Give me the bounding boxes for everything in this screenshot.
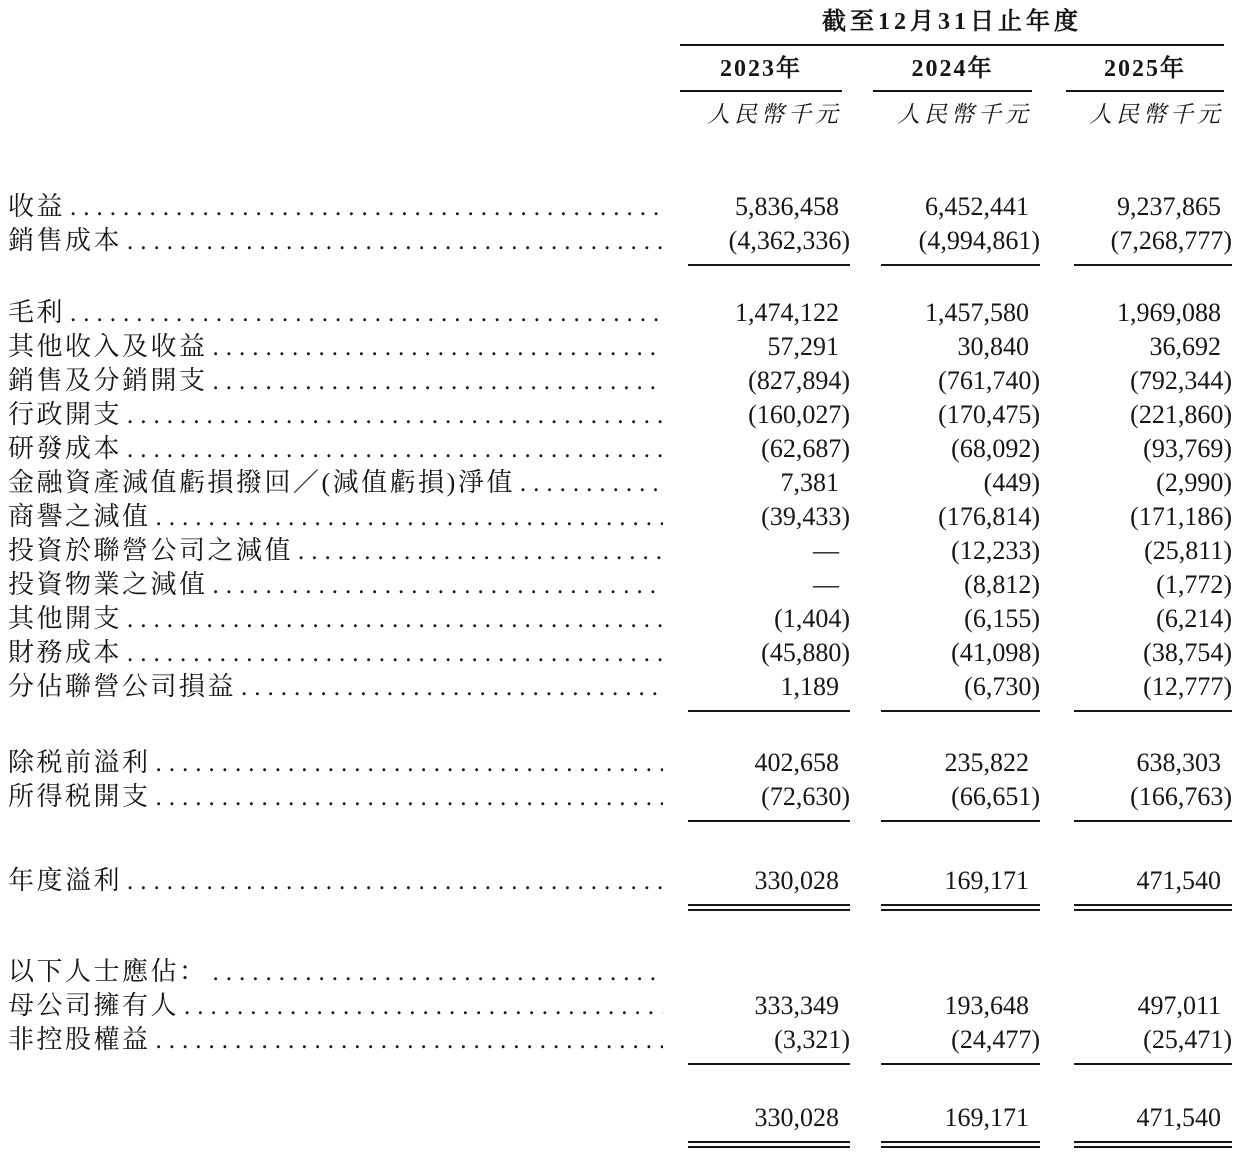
row-label-cell — [8, 330, 663, 364]
rule-label-spacer — [8, 904, 688, 911]
value-cell: (8,812) — [964, 570, 1040, 599]
value-cell: (93,769) — [1143, 434, 1232, 463]
dot-leader — [122, 637, 663, 670]
value-cell: (66,651) — [951, 782, 1040, 811]
rule-label-spacer — [8, 1141, 688, 1148]
row-label: 財務成本 — [8, 638, 123, 667]
table-row — [8, 432, 1242, 466]
table-row — [8, 466, 1242, 500]
row-label-cell — [8, 1023, 663, 1057]
value-cell: (68,092) — [951, 434, 1040, 463]
value-cell: (62,687) — [761, 434, 850, 463]
dot-leader — [122, 433, 663, 466]
section-gap — [8, 266, 1242, 296]
row-label: 除税前溢利 — [8, 748, 151, 777]
dot-leader — [208, 365, 663, 398]
row-label: 其他開支 — [8, 604, 123, 633]
table-row — [8, 568, 1242, 602]
value-cell: 497,011 — [1137, 991, 1221, 1020]
unit-label-2023: 人民幣千元 — [707, 102, 842, 127]
table-header — [680, 6, 1224, 130]
row-label-cell — [8, 398, 663, 432]
value-cell: (4,362,336) — [728, 226, 850, 255]
value-cell: (24,477) — [951, 1025, 1040, 1054]
value-cell: (1,404) — [774, 604, 850, 633]
value-cell: (2,990) — [1156, 468, 1232, 497]
value-cell: 1,189 — [780, 672, 839, 701]
value-cell: 169,171 — [944, 866, 1029, 895]
table-row — [8, 190, 1242, 224]
row-label: 毛利 — [8, 298, 66, 327]
value-cell: (761,740) — [938, 366, 1040, 395]
table-row — [8, 670, 1242, 704]
dot-leader — [122, 603, 663, 636]
row-label: 商譽之減值 — [8, 502, 151, 531]
table-row — [8, 955, 1242, 989]
year-header-2023: 2023年 — [680, 46, 842, 92]
value-cell: 471,540 — [1136, 866, 1221, 895]
value-cell: — — [813, 536, 839, 565]
dot-leader — [122, 865, 663, 898]
value-cell: (171,186) — [1130, 502, 1232, 531]
row-label-cell — [8, 780, 663, 814]
value-cell: (25,471) — [1143, 1025, 1232, 1054]
column-single-rule — [881, 710, 1040, 712]
value-cell: (3,321) — [774, 1025, 850, 1054]
column-single-rule — [1074, 820, 1232, 822]
table-row — [8, 330, 1242, 364]
row-label: 母公司擁有人 — [8, 991, 180, 1020]
row-label: 銷售及分銷開支 — [8, 366, 208, 395]
table-row — [8, 398, 1242, 432]
value-cell: 9,237,865 — [1117, 192, 1221, 221]
value-cell: (12,777) — [1143, 672, 1232, 701]
column-single-rule — [688, 820, 850, 822]
table-row — [8, 746, 1242, 780]
value-cell: 6,452,441 — [925, 192, 1029, 221]
row-label-cell — [8, 432, 663, 466]
section-gap — [8, 712, 1242, 746]
rule-label-spacer — [8, 820, 688, 822]
value-cell: (1,772) — [1156, 570, 1232, 599]
row-label: 投資物業之減值 — [8, 570, 208, 599]
table-row — [8, 364, 1242, 398]
column-single-rule — [881, 264, 1040, 266]
row-label: 研發成本 — [8, 434, 123, 463]
dot-leader — [236, 671, 663, 704]
row-label: 收益 — [8, 192, 66, 221]
value-cell: 36,692 — [1149, 332, 1221, 361]
rule-row — [8, 904, 1242, 911]
rule-row — [8, 1141, 1242, 1148]
value-cell: (7,268,777) — [1110, 226, 1232, 255]
value-cell: 57,291 — [767, 332, 839, 361]
section-gap — [8, 911, 1242, 955]
column-double-rule — [688, 904, 850, 911]
value-cell: (45,880) — [761, 638, 850, 667]
dot-leader — [122, 225, 663, 258]
table-row — [8, 224, 1242, 258]
column-double-rule — [1074, 1141, 1232, 1148]
column-single-rule — [1074, 264, 1232, 266]
year-header-2025: 2025年 — [1066, 46, 1224, 92]
value-cell: 333,349 — [754, 991, 839, 1020]
value-cell — [850, 955, 1040, 989]
value-cell: (12,233) — [951, 536, 1040, 565]
row-label-cell — [8, 864, 663, 898]
column-double-rule — [1074, 904, 1232, 911]
column-single-rule — [881, 820, 1040, 822]
value-cell — [663, 955, 850, 989]
value-cell: 330,028 — [754, 866, 839, 895]
value-cell: 471,540 — [1136, 1103, 1221, 1132]
rule-label-spacer — [8, 710, 688, 712]
rule-label-spacer — [8, 264, 688, 266]
value-cell: 1,457,580 — [925, 298, 1029, 327]
table-row — [8, 780, 1242, 814]
section-gap — [8, 1065, 1242, 1101]
dot-leader — [208, 331, 663, 364]
row-label-cell — [8, 500, 663, 534]
dot-leader — [151, 501, 663, 534]
value-cell: (72,630) — [761, 782, 850, 811]
unit-label-2025: 人民幣千元 — [1089, 102, 1224, 127]
value-cell: 638,303 — [1136, 748, 1221, 777]
row-label: 投資於聯營公司之減值 — [8, 536, 294, 565]
row-label-cell — [8, 224, 663, 258]
table-row — [8, 534, 1242, 568]
value-cell: (449) — [983, 468, 1040, 497]
row-label-cell — [8, 989, 663, 1023]
value-cell: (6,155) — [964, 604, 1040, 633]
value-cell: (25,811) — [1144, 536, 1232, 565]
row-label: 年度溢利 — [8, 866, 123, 895]
value-cell: 193,648 — [944, 991, 1029, 1020]
column-single-rule — [688, 1063, 850, 1065]
row-label: 行政開支 — [8, 400, 123, 429]
column-single-rule — [688, 710, 850, 712]
dot-leader — [65, 191, 663, 224]
row-label-cell — [8, 466, 663, 500]
row-label: 所得税開支 — [8, 782, 151, 811]
table-row — [8, 989, 1242, 1023]
dot-leader — [65, 297, 663, 330]
value-cell: (792,344) — [1130, 366, 1232, 395]
value-cell: (827,894) — [748, 366, 850, 395]
row-label-cell — [8, 636, 663, 670]
value-cell: (170,475) — [938, 400, 1040, 429]
dot-leader — [293, 535, 663, 568]
row-label-cell — [8, 364, 663, 398]
value-cell: 5,836,458 — [735, 192, 839, 221]
table-row — [8, 1101, 1242, 1135]
value-cell: 1,969,088 — [1117, 298, 1221, 327]
value-cell — [1040, 955, 1232, 989]
period-title: 截至12月31日止年度 — [822, 9, 1082, 35]
table-row — [8, 1023, 1242, 1057]
row-label: 非控股權益 — [8, 1025, 151, 1054]
row-label: 以下人士應佔： — [8, 957, 208, 986]
year-header-2024: 2024年 — [873, 46, 1032, 92]
value-cell: 402,658 — [754, 748, 839, 777]
row-label: 金融資產減值虧損撥回／(減值虧損)淨值 — [8, 468, 515, 497]
column-double-rule — [881, 904, 1040, 911]
dot-leader — [122, 399, 663, 432]
row-label-cell — [8, 670, 663, 704]
column-single-rule — [881, 1063, 1040, 1065]
value-cell: — — [813, 570, 839, 599]
value-cell: (176,814) — [938, 502, 1040, 531]
dot-leader — [179, 990, 663, 1023]
value-cell: (221,860) — [1130, 400, 1232, 429]
value-cell: (6,214) — [1156, 604, 1232, 633]
table-row — [8, 296, 1242, 330]
value-cell: 30,840 — [957, 332, 1029, 361]
value-cell: 7,381 — [780, 468, 839, 497]
row-label-cell — [8, 534, 663, 568]
value-cell: 330,028 — [754, 1103, 839, 1132]
row-label-cell — [8, 746, 663, 780]
column-double-rule — [881, 1141, 1040, 1148]
value-cell: (38,754) — [1143, 638, 1232, 667]
year-header-row — [680, 46, 1224, 92]
row-label-cell — [8, 190, 663, 224]
table-row — [8, 602, 1242, 636]
value-cell: 1,474,122 — [735, 298, 839, 327]
row-label-cell — [8, 602, 663, 636]
table-row — [8, 500, 1242, 534]
row-label: 銷售成本 — [8, 226, 123, 255]
value-cell: 169,171 — [944, 1103, 1029, 1132]
dot-leader — [208, 569, 663, 602]
dot-leader — [151, 781, 663, 814]
column-single-rule — [1074, 1063, 1232, 1065]
column-single-rule — [1074, 710, 1232, 712]
unit-header-row — [680, 92, 1224, 130]
value-cell: (41,098) — [951, 638, 1040, 667]
value-cell: (160,027) — [748, 400, 850, 429]
dot-leader — [151, 747, 663, 780]
table-row — [8, 864, 1242, 898]
value-cell: (6,730) — [964, 672, 1040, 701]
row-label-cell — [8, 955, 663, 989]
column-single-rule — [688, 264, 850, 266]
row-label: 分佔聯營公司損益 — [8, 672, 237, 701]
row-label: 其他收入及收益 — [8, 332, 208, 361]
value-cell: (4,994,861) — [918, 226, 1040, 255]
row-label-cell — [8, 296, 663, 330]
unit-label-2024: 人民幣千元 — [897, 102, 1032, 127]
value-cell: (166,763) — [1130, 782, 1232, 811]
table-row — [8, 636, 1242, 670]
dot-leader — [208, 956, 663, 989]
value-cell: (39,433) — [761, 502, 850, 531]
table-body — [8, 190, 1242, 1148]
row-label-cell — [8, 1101, 663, 1135]
column-double-rule — [688, 1141, 850, 1148]
value-cell: 235,822 — [944, 748, 1029, 777]
dot-leader — [151, 1024, 663, 1057]
section-gap — [8, 822, 1242, 864]
dot-leader — [515, 467, 663, 500]
rule-label-spacer — [8, 1063, 688, 1065]
row-label-cell — [8, 568, 663, 602]
